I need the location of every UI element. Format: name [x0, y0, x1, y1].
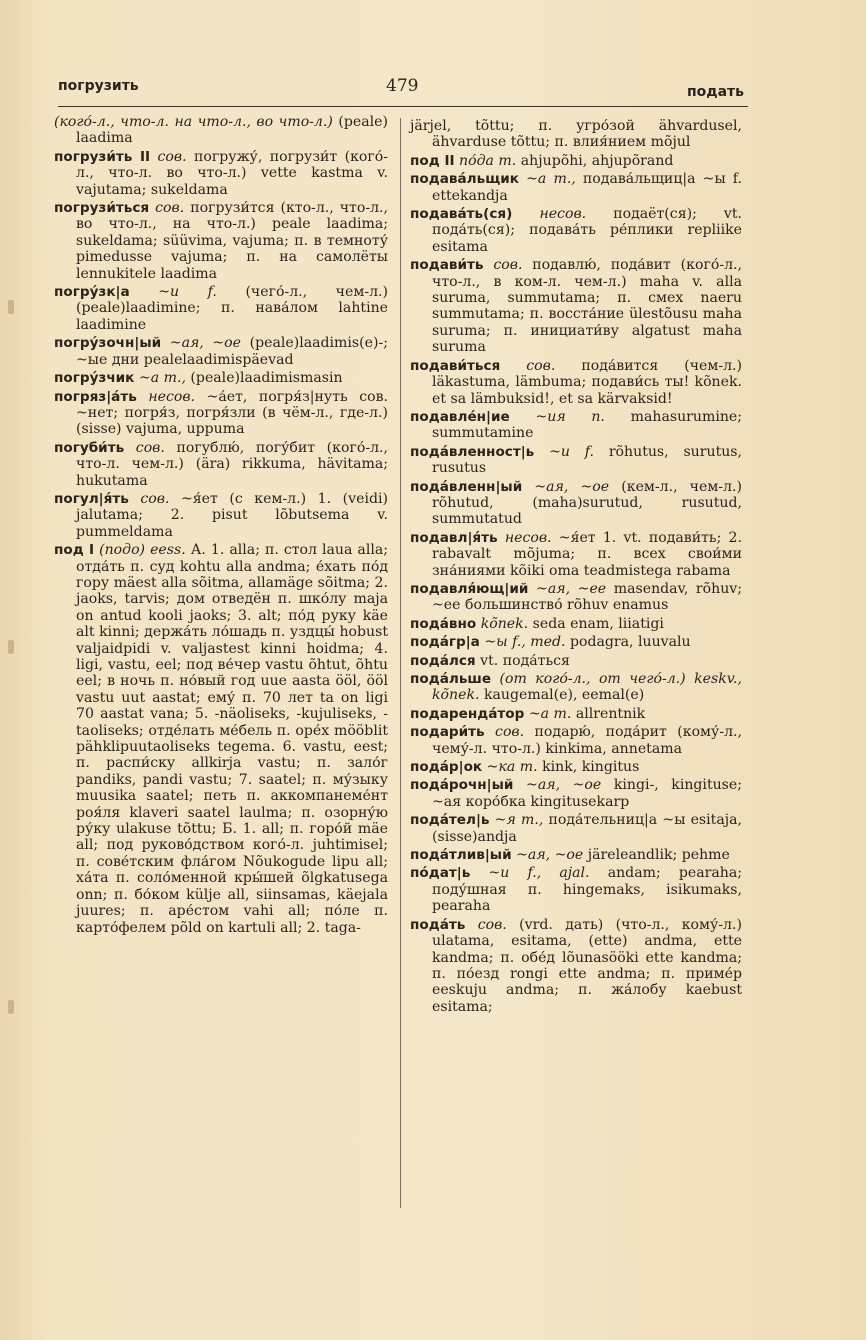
entry-text: (vrd. дать) (что-л., кому́-л.) ulatama, esitama, (ette) andma, ette kandma; п. обе́д lõunasööki ette kandma; п. по́езд rongi ette andma; п. приме́р eeskuju andma; п. жа́лобу kaebust esitama;: [432, 916, 742, 1015]
entry-text: погрузи́тся (кто-л., что-л., во что-л., на что-л.) peale laadima; sukeldama; süüvima, vajuma; п. в темноту́ pimedusse vajuma; п. на самолёты lennukitele laadima: [76, 200, 389, 282]
dictionary-entry: [410, 581, 742, 614]
entry-text: (peale)laadimis(e)-; ~ые дни pealelaadimispäevad: [76, 335, 389, 368]
dictionary-entry: [54, 149, 388, 198]
entry-grammar: несов.: [148, 388, 196, 405]
entry-headword: пода́лся: [410, 652, 476, 669]
dictionary-entry: [410, 206, 742, 255]
entry-grammar: ~я m.,: [494, 812, 544, 829]
entry-text: andam; pearaha; поду́шная п. hingemaks, isikumaks, pearaha: [432, 865, 742, 915]
page-edge-mark: [8, 1000, 14, 1014]
entry-text: vt. пода́ться: [480, 652, 570, 669]
entry-text: подава́льщиц|а ~ы f. ettekandja: [432, 171, 742, 204]
entry-headword: подава́льщик: [410, 171, 519, 188]
dictionary-entry: [410, 759, 742, 775]
entry-grammar: ~ая, ~ое: [534, 478, 610, 495]
entry-headword: пода́вно: [410, 615, 477, 632]
dictionary-entry: [54, 542, 388, 936]
entry-grammar: сов.: [477, 916, 507, 933]
entry-grammar: ~ая, ~ое: [169, 335, 242, 352]
entry-text: kink, kingitus: [542, 759, 640, 776]
entry-grammar: ~а m.,: [138, 370, 186, 387]
entry-grammar: сов.: [155, 200, 185, 217]
entry-text: ~я́ет 1. vt. подави́ть; 2. rabavalt mõjuma; п. всех свои́ми зна́ниями kõiki oma teadmistega rabama: [432, 529, 743, 579]
entry-headword: погул|я́ть: [54, 490, 129, 507]
entry-headword: подавл|я́ть: [410, 529, 498, 546]
entry-grammar: (подо) eess.: [99, 542, 186, 559]
dictionary-entry: [54, 440, 388, 489]
entry-headword: подари́ть: [410, 724, 485, 741]
dictionary-entry: [410, 777, 742, 810]
entry-text: järjel, tõttu; п. угро́зой ähvardusel, ähvarduse tõttu; п. влия́нием mõjul: [410, 118, 742, 151]
dictionary-entry: [410, 634, 742, 650]
entry-text: погублю́, погу́бит (кого́-л., что-л. чем-л.) (ära) rikkuma, hävitama; hukutama: [76, 439, 388, 489]
dictionary-entry: [410, 706, 742, 722]
dictionary-entry: [54, 370, 388, 386]
entry-headword: погрузи́ться: [54, 200, 150, 217]
dictionary-entry: [410, 616, 742, 632]
entry-text: (peale) laadima: [76, 114, 388, 147]
entry-grammar: ~и f.: [158, 284, 217, 301]
entry-headword: погуби́ть: [54, 439, 125, 456]
dictionary-entry: [410, 865, 742, 914]
entry-headword: пода́гр|а: [410, 634, 480, 651]
entry-headword: под II: [410, 152, 455, 169]
dictionary-entry: [410, 812, 742, 845]
dictionary-entry: [410, 724, 742, 757]
entry-headword: погру́зк|а: [54, 284, 130, 301]
entry-grammar: ~и f., ajal.: [488, 865, 590, 882]
entry-grammar: ~а m.,: [526, 171, 576, 188]
page-number: 479: [386, 76, 419, 96]
entry-headword: подаренда́тор: [410, 705, 525, 722]
entry-text: подавлю́, пода́вит (кого́-л., что-л., в ком-л. чем-л.) maha v. alla suruma, summutama; п. смех naeru summutama; п. восста́ние ülestõusu maha suruma; п. инициати́ву algatust maha suruma: [432, 257, 743, 356]
entry-grammar: kõnek.: [480, 615, 529, 632]
dictionary-entry: [410, 257, 742, 355]
entry-text: mahasurumine; summutamine: [432, 408, 743, 442]
dictionary-entry: [410, 153, 742, 169]
entry-headword: погру́зчик: [54, 370, 135, 387]
entry-text: подарю́, пода́рит (кому́-л., чему́-л. что-л.) kinkima, annetama: [432, 724, 742, 757]
entry-text: allrentnik: [575, 705, 646, 722]
entry-text: пода́вится (чем-л.) läkastuma, lämbuma; подави́сь ты! kõnek. et sa lämbuksid!, et sa kärvaksid!: [432, 357, 743, 407]
entry-grammar: ~ая, ~ее: [536, 580, 607, 597]
dictionary-entry: [410, 171, 742, 204]
right-column: [410, 118, 742, 1017]
entry-grammar: сов.: [135, 439, 165, 456]
column-divider: [400, 118, 401, 1208]
entry-grammar: ~ка m.: [486, 759, 538, 776]
entry-headword: пода́льше: [410, 671, 492, 687]
entry-headword: пода́вленн|ый: [410, 478, 523, 495]
dictionary-entry: [410, 530, 742, 579]
dictionary-entry: [54, 284, 388, 333]
entry-headword: пода́вленност|ь: [410, 443, 535, 460]
entry-grammar: по́да m.: [459, 152, 517, 169]
page-edge-mark: [8, 300, 14, 314]
entry-text: (кем-л., чем-л.) rõhutud, (maha)surutud, rusutud, summutatud: [432, 478, 742, 528]
entry-grammar: ~а m.: [528, 705, 572, 722]
entry-text: (peale)laadimismasin: [190, 370, 343, 387]
entry-grammar: ~ы f., med.: [484, 634, 566, 651]
entry-text: rõhutus, surutus, rusutus: [432, 443, 743, 477]
entry-grammar: (от кого́-л., от чего́-л.) keskv., kõnek.: [432, 671, 742, 704]
entry-grammar: несов.: [539, 206, 587, 223]
dictionary-entry: [54, 389, 388, 438]
dictionary-entry: [410, 409, 742, 442]
entry-headword: погряз|а́ть: [54, 388, 137, 405]
entry-text: (чего́-л., чем-л.) (peale)laadimine; п. нава́лом lahtine laadimine: [76, 284, 389, 333]
dictionary-entry: [410, 118, 742, 151]
dictionary-entry: [410, 358, 742, 407]
entry-headword: подави́ться: [410, 357, 501, 374]
entry-headword: пода́тлив|ый: [410, 847, 512, 864]
entry-grammar: сов.: [526, 357, 556, 374]
entry-headword: подава́ть(ся): [410, 206, 513, 223]
dictionary-entry: [410, 479, 742, 528]
entry-headword: погру́зочн|ый: [54, 335, 162, 352]
header-left-guide-word: погрузить: [58, 78, 139, 94]
entry-text: ~я́ет (с кем-л.) 1. (veidi) jalutama; 2. pisut lõbutsema v. pummeldama: [76, 490, 388, 540]
entry-text: seda enam, liiatigi: [532, 615, 664, 632]
entry-grammar: ~ая, ~ое: [516, 847, 584, 864]
entry-headword: под I: [54, 542, 95, 559]
left-column: [54, 114, 388, 938]
entry-headword: подави́ть: [410, 257, 484, 274]
page-header: [58, 76, 748, 107]
entry-text: А. 1. alla; п. стол laua alla; отда́ть п. суд kohtu alla andma; е́хать по́д гору mäest alla sõitma, allamäge sõitma; 2. jaoks, tarvis; дом отведён п. шко́лу maja on antud kooli jaoks; 3. alt; по́д руку käe alt kinni; держа́ть ло́шадь п. уздцы́ hobust valjaidpidi v. valjastest kinni hoidma; 4. ligi, vastu, eel; под ве́чер vastu õhtut, õhtu eel; в ночь п. но́вый год uue aasta ööl, ööl vastu uut aastat; ему́ п. 70 лет ta on ligi 70 aastat vana; 5. -näoliseks, -kujuliseks, -taoliseks; отде́лать ме́бель п. оре́х mööblit pähklipuutaoliseks tegema. 6. vastu, eest; п. распи́ску allkirja vastu; п. зало́г pandiks, pandi vastu; 7. saatel; п. му́зыку muusika saatel; петь п. аккомпанеме́нт роя́ля klaveri saatel laulma; п. озорну́ю ру́ку ulakuse tõttu; Б. 1. all; п. горо́й mäe all; под руково́дством кого́-л. juhtimisel; п. сове́тским фла́гом Nõukogude lipu all; ха́та п. соло́менной кры́шей õlgkatusega onn; п. бо́ком külje all, siinsamas, käejala juures; п. аре́стом vahi all; по́ле п. карто́фелем põld on kartuli all; 2. taga-: [76, 542, 388, 936]
entry-text: podagra, luuvalu: [569, 634, 691, 651]
dictionary-entry: [54, 335, 388, 368]
entry-grammar: сов.: [493, 257, 523, 274]
dictionary-entry: [54, 491, 388, 540]
entry-headword: подавле́н|ие: [410, 408, 510, 425]
dictionary-entry: [410, 444, 742, 477]
entry-headword: пода́р|ок: [410, 759, 483, 776]
entry-grammar: сов.: [140, 490, 170, 507]
entry-text: подаёт(ся); vt. пода́ть(ся); подава́ть ре́плики repliike esitama: [432, 206, 743, 255]
dictionary-entry: [410, 653, 742, 669]
entry-headword: пода́тел|ь: [410, 812, 490, 829]
dictionary-entry: [410, 671, 742, 704]
entry-grammar: (кого́-л., что-л. на что-л., во что-л.): [54, 114, 333, 130]
entry-headword: подавля́ющ|ий: [410, 580, 529, 597]
entry-headword: по́дат|ь: [410, 865, 471, 882]
dictionary-entry: [410, 917, 742, 1015]
entry-headword: пода́рочн|ый: [410, 777, 514, 794]
dictionary-entry: [410, 847, 742, 863]
entry-grammar: ~и f.: [549, 443, 594, 460]
entry-grammar: ~ия n.: [535, 408, 605, 425]
header-right-guide-word: подать: [686, 84, 744, 100]
entry-text: masendav, rõhuv; ~ее большинство́ rõhuv enamus: [432, 580, 743, 614]
entry-headword: погрузи́ть II: [54, 148, 151, 165]
entry-text: погружу́, погрузи́т (кого́-л., что-л. во что-л.) vette kastma v. vajutama; sukeldama: [76, 148, 389, 198]
dictionary-entry: [54, 114, 388, 147]
entry-grammar: несов.: [504, 529, 552, 546]
entry-grammar: сов.: [157, 148, 187, 165]
dictionary-entry: [54, 200, 388, 282]
entry-text: ~а́ет, погря́з|нуть сов. ~нет; погря́з, погря́зли (в чём-л., где-л.) (sisse) vajuma, uppuma: [76, 388, 388, 438]
entry-grammar: сов.: [495, 724, 525, 741]
entry-text: kingi-, kingituse; ~ая коро́бка kingitusekarp: [432, 777, 743, 810]
entry-grammar: ~ая, ~ое: [526, 777, 602, 794]
entry-text: järeleandlik; pehme: [587, 847, 730, 864]
entry-text: kaugemal(e), eemal(e): [483, 687, 645, 704]
entry-text: пода́тельниц|а ~ы esitaja, (sisse)andja: [432, 812, 742, 845]
page-edge-mark: [8, 640, 14, 654]
entry-headword: пода́ть: [410, 916, 466, 933]
entry-text: ahjupõhi, ahjupõrand: [520, 152, 674, 169]
